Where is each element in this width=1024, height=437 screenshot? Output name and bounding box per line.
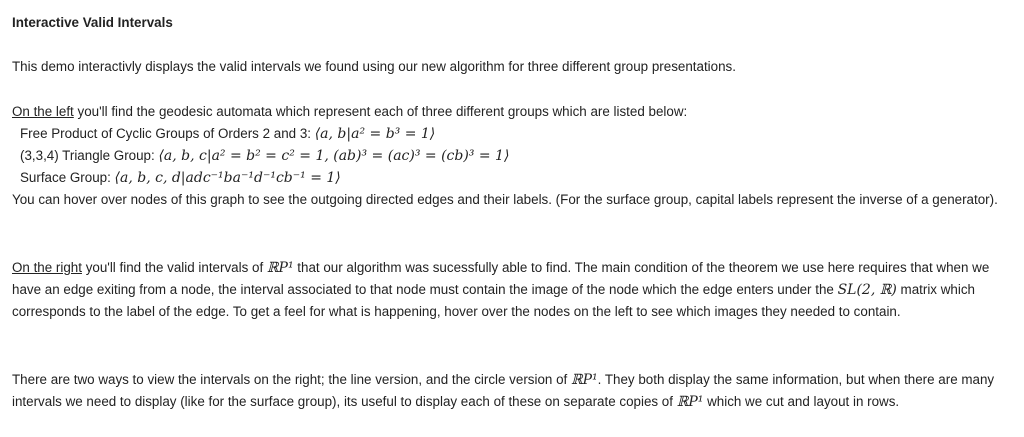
views-text-3: which we cut and layout in rows. (703, 394, 900, 409)
rp1-symbol: ℝP¹ (676, 394, 704, 410)
on-the-left-link[interactable]: On the left (12, 104, 74, 119)
right-section-text-1: you'll find the valid intervals of (81, 260, 267, 275)
sl2r-symbol: SL(2, ℝ) (837, 282, 897, 298)
group-formula: ⟨a, b, c, d|adc⁻¹ba⁻¹d⁻¹cb⁻¹ = 1⟩ (114, 170, 341, 186)
group-item-free-product (12, 123, 1017, 145)
right-section-text-2: that our algorithm was sucessfully able to find. The main condition of the theorem we use here requires that when we have an edge exiting from a node, the interval associated to that node must contain the image of the node which the edge enters under the (12, 260, 990, 297)
left-section-intro (12, 101, 1017, 123)
group-item-surface (12, 167, 1017, 189)
rp1-symbol: ℝP¹ (570, 372, 598, 388)
views-text-1: There are two ways to view the intervals on the right; the line version, and the circle version of (12, 372, 571, 387)
rp1-symbol: ℝP¹ (266, 260, 294, 276)
left-section-text: you'll find the geodesic automata which represent each of three different groups which are listed below: (73, 104, 688, 119)
intro-paragraph: This demo interactivly displays the valid intervals we found using our new algorithm for three different group presentations. (12, 59, 736, 74)
views-section (12, 369, 1017, 413)
left-section (12, 101, 1017, 211)
page-title: Interactive Valid Intervals (12, 15, 173, 30)
group-label: (3,3,4) Triangle Group: (20, 148, 159, 163)
right-section (12, 257, 1017, 323)
group-formula: ⟨a, b, c|a² = b² = c² = 1, (ab)³ = (ac)³ = (cb)³ = 1⟩ (158, 148, 510, 164)
views-text-2: . They both display the same information, but when there are many intervals we need to display (like for the surface group), its useful to display each of these on separate copies of (12, 372, 995, 409)
group-formula: ⟨a, b|a² = b³ = 1⟩ (314, 126, 436, 142)
group-label: Surface Group: (20, 170, 115, 185)
group-item-triangle (12, 145, 1017, 167)
hover-instructions: You can hover over nodes of this graph to see the outgoing directed edges and their labels. (For the surface group, capital labels represent the inverse of a generator). (12, 192, 998, 207)
on-the-right-link[interactable]: On the right (12, 260, 82, 275)
group-label: Free Product of Cyclic Groups of Orders 2 and 3: (20, 126, 315, 141)
right-section-text-3: matrix which corresponds to the label of the edge. To get a feel for what is happening, hover over the nodes on the left to see which images they needed to contain. (12, 282, 975, 319)
